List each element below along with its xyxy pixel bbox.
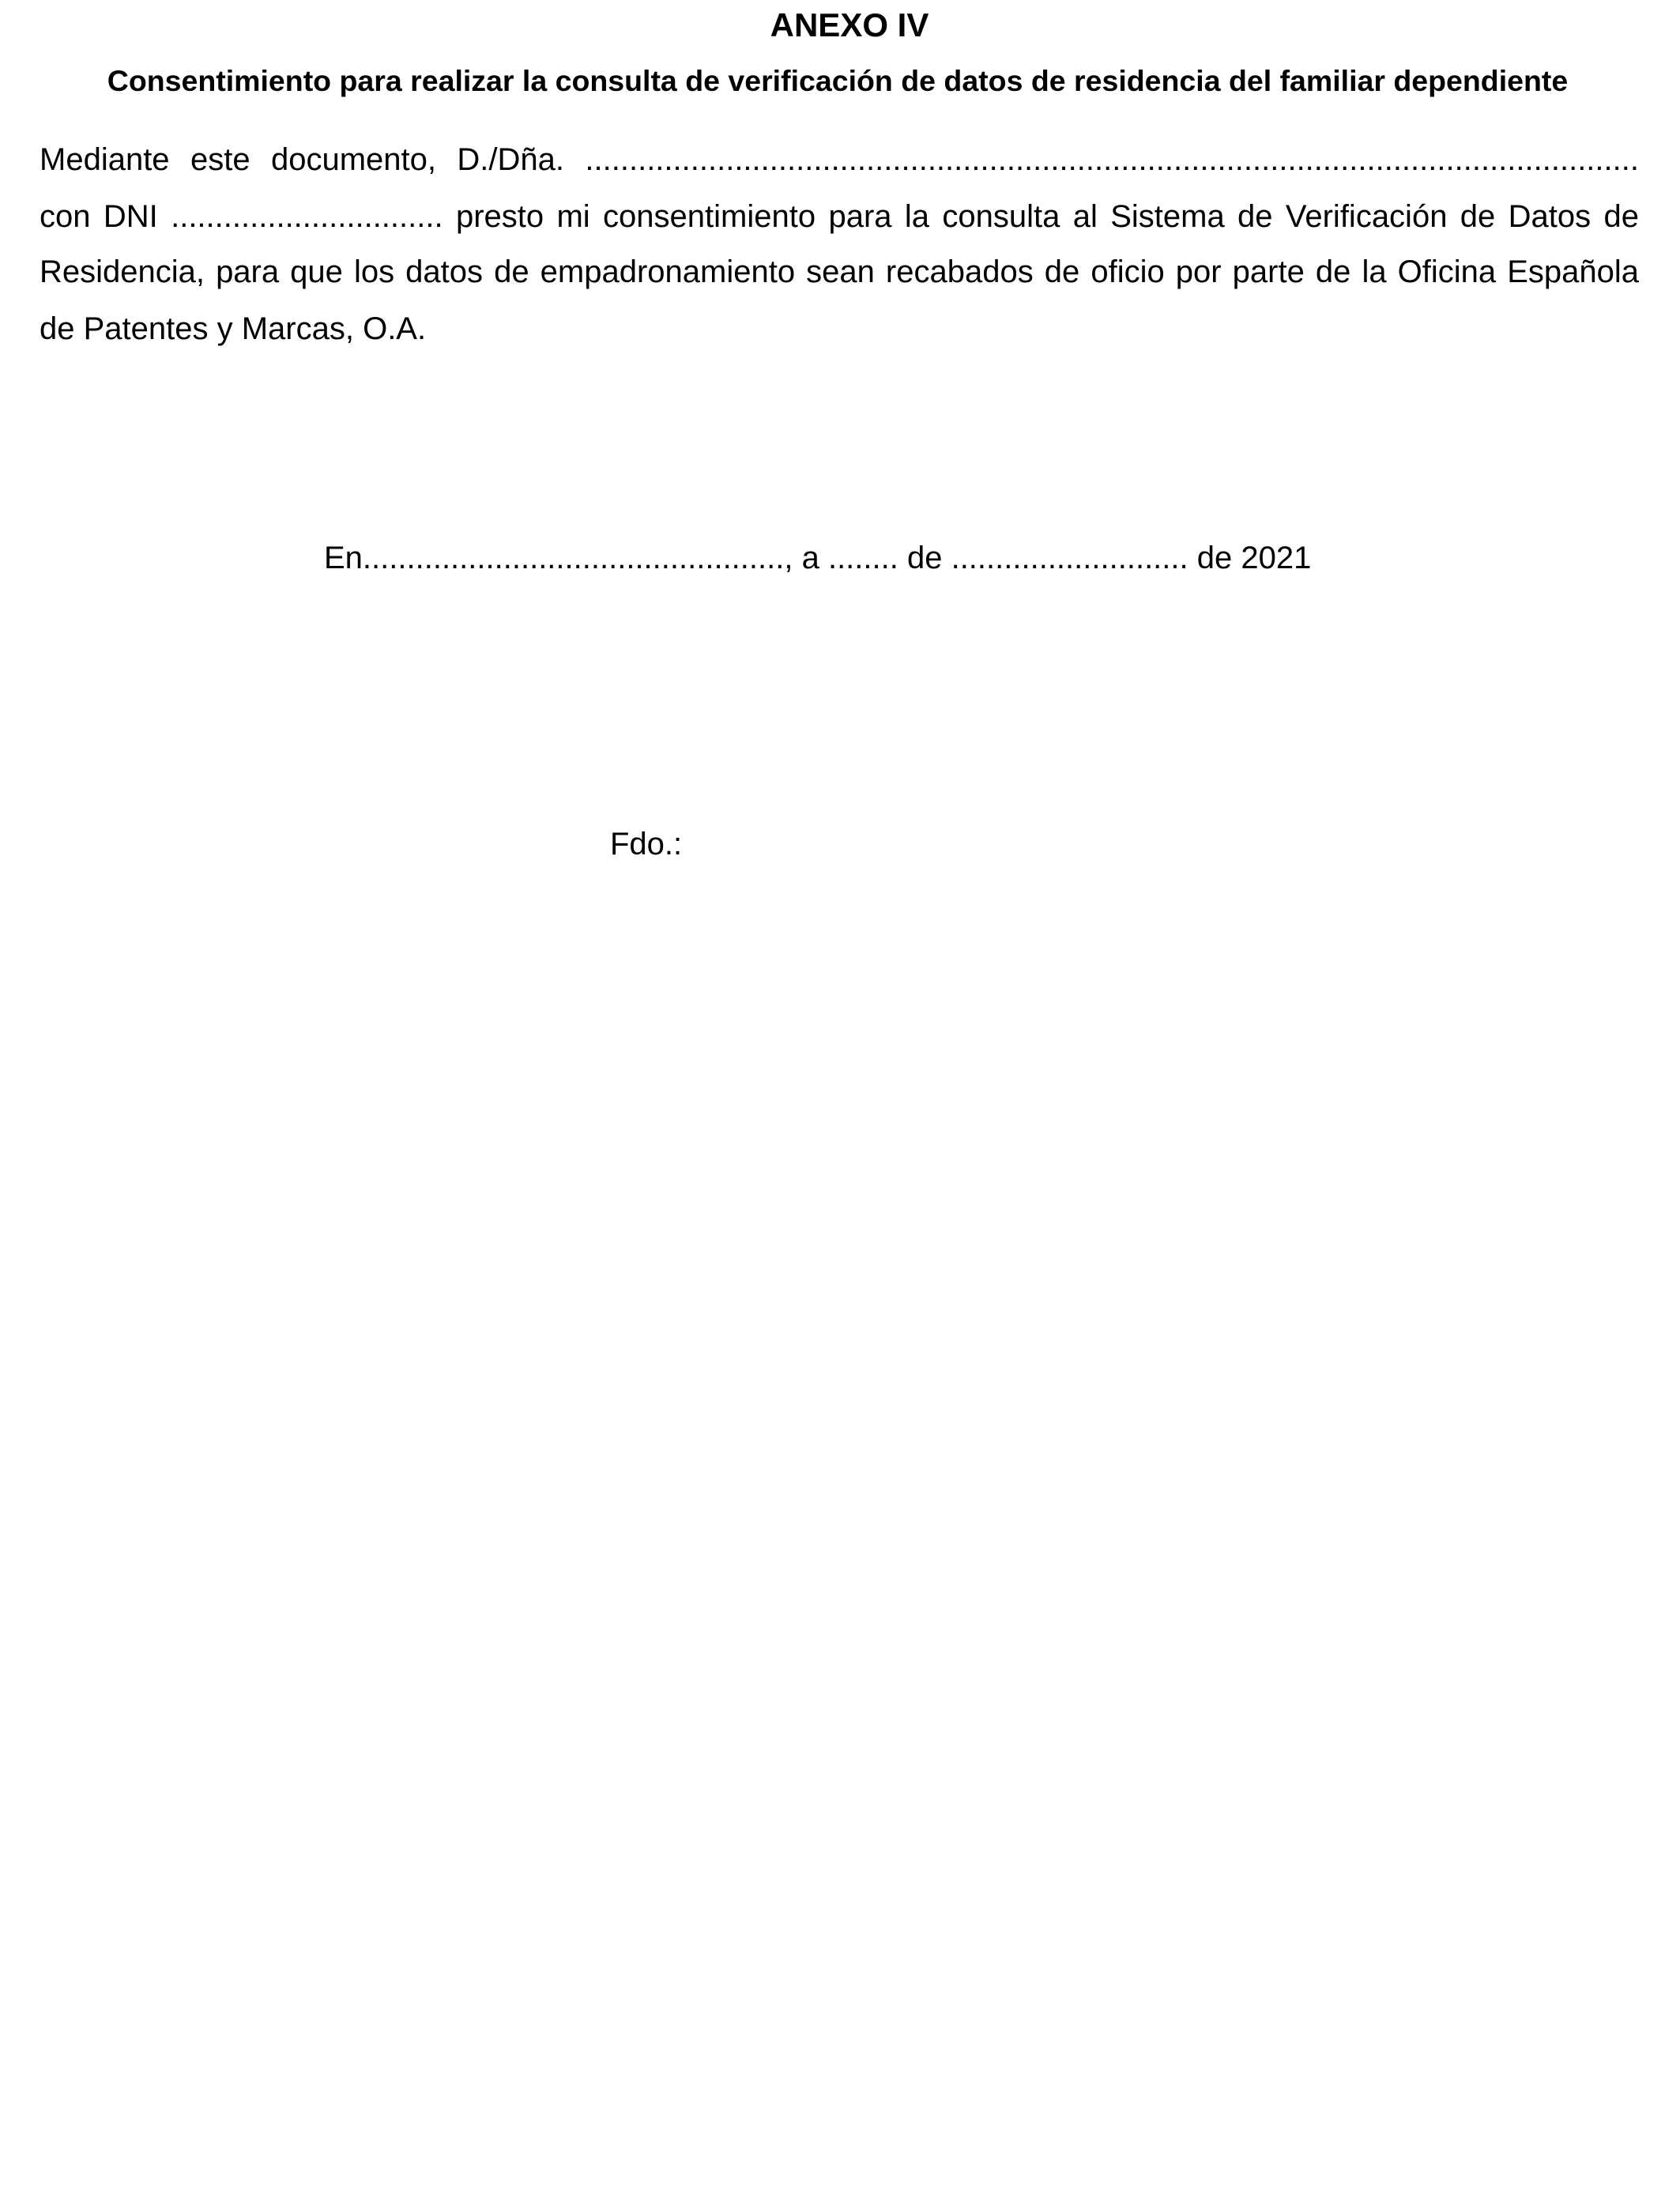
body-line-1: Mediante este documento, D./Dña. ........................................................................................................................ [40,142,1639,177]
consent-subtitle: Consentimiento para realizar la consulta de verificación de datos de residencia del familiar dependiente [107,64,1569,97]
signature-label: Fdo.: [610,827,683,861]
annex-title: ANEXO IV [770,6,929,43]
body-line-3: Residencia, para que los datos de empadronamiento sean recabados de oficio por parte de la Oficina Española [40,254,1639,289]
body-line-4: de Patentes y Marcas, O.A. [40,311,427,346]
body-line-2: con DNI ............................... presto mi consentimiento para la consulta al Sistema de Verificación de Datos de [40,199,1639,234]
place-date-line: En................................................, a ........ de ........................... de 2021 [324,541,1312,575]
